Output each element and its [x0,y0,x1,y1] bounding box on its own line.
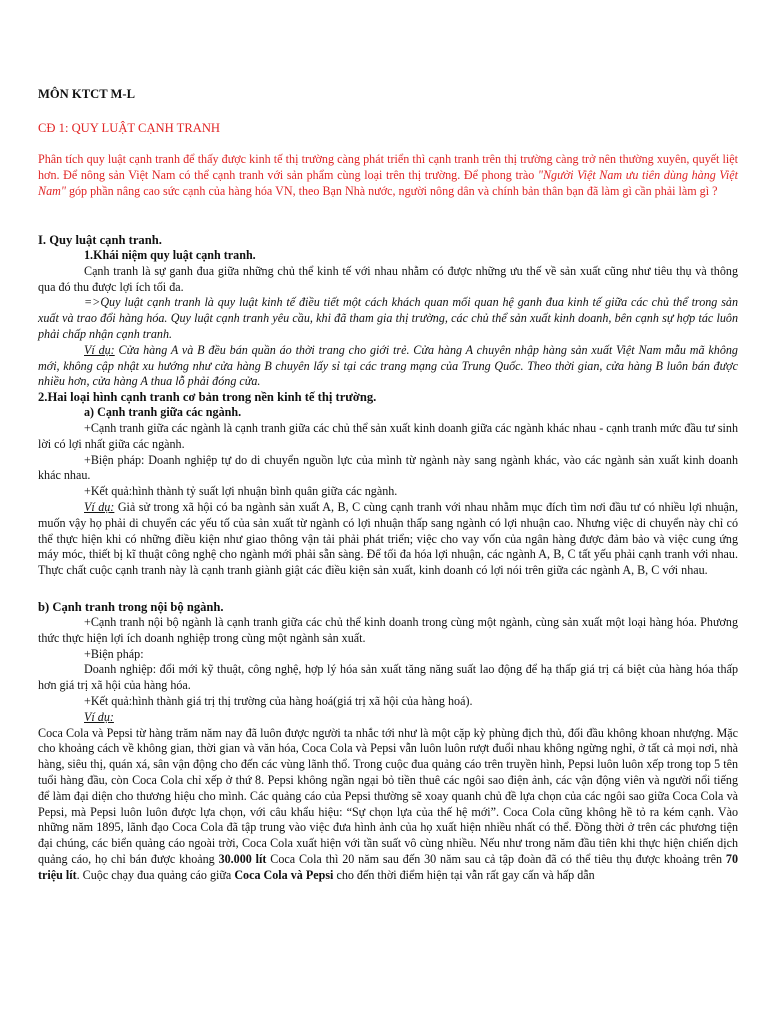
example-2a-label: Ví dụ: [84,499,115,514]
section-2a-measure: +Biện pháp: Doanh nghiệp tự do di chuyển nguồn lực của mình từ ngành này sang ngành khác, vào các ngành sản xuất kinh doanh khác nhau. [38,452,738,483]
section-1-subtitle: 1.Khái niệm quy luật cạnh tranh. [84,248,256,262]
question-quote: "Người Việt Nam ưu tiên dùng hàng Việt Nam" [38,167,738,198]
definition-paragraph: Cạnh tranh là sự ganh đua giữa những chủ thể kinh tế với nhau nhằm có được những ưu thế về sản xuất cũng như tiêu thụ và thông qua đó thu được lợi ích tối đa. [38,263,738,294]
question-paragraph [38,152,738,199]
example-1-paragraph [38,343,738,390]
coca-pepsi-paragraph [38,726,738,884]
example-2b-label: Ví dụ: [84,709,114,724]
story-bold-70m: 70 triệu lít [38,851,739,882]
story-bold-30000: 30.000 lít [218,851,267,866]
section-2b-title: b) Cạnh tranh trong nội bộ ngành. [38,600,224,614]
example-1-text: Cửa hàng A và B đều bán quần áo thời trang cho giới trẻ. Cửa hàng A chuyên nhập hàng sản xuất Việt Nam mẫu mã không mới, không cập nhật xu hướng như cửa hàng B chuyên lấy sỉ tại các trang mạng của Trung Quốc. Theo thời gian, cửa hàng B luôn bán được nhiều hơn, cửa hàng A thua lỗ phải đóng cửa. [38,342,738,389]
section-2a-result: +Kết quả:hình thành tỷ suất lợi nhuận bình quân giữa các ngành. [84,484,398,499]
topic-title: CĐ 1: QUY LUẬT CẠNH TRANH [38,121,221,135]
section-2b-result: +Kết quả:hình thành giá trị thị trường của hàng hoá(giá trị xã hội của hàng hoá). [84,693,473,708]
subject-title: MÔN KTCT M-L [38,87,136,101]
question-text-end: góp phần nâng cao sức cạnh của hàng hóa VN, theo Bạn Nhà nước, người nông dân và chính bản thân bạn đã làm gì cần phải làm gì ? [65,183,718,198]
section-2a-title: a) Cạnh tranh giữa các ngành. [84,405,242,420]
example-2a-paragraph [38,500,738,579]
section-1 [38,232,738,579]
story-part-4: cho đến thời điểm hiện tại vẫn rất gay cấn và hấp dẫn [333,867,595,882]
section-2b-measure-label: +Biện pháp: [84,646,144,661]
section-2b-measure-text: Doanh nghiệp: đổi mới kỹ thuật, công nghệ, hợp lý hóa sản xuất tăng năng suất lao động để hạ thấp giá trị cá biệt của hàng hóa thấp hơn giá trị xã hội của hàng hóa. [38,662,738,693]
section-1-title: I. Quy luật cạnh tranh. [38,233,162,247]
section-2b [38,599,738,884]
story-part-3: . Cuộc chạy đua quảng cáo giữa [76,867,235,882]
story-part-1: Coca Cola và Pepsi từ hàng trăm năm nay đã luôn được người ta nhắc tới như là một cặp kỳ phùng địch thủ, đối đầu không khoan nhượng. Mặc cho khoảng cách về không gian, thời gian và văn hóa, Coca Cola và Pepsi vẫn luôn luôn rượt đuổi nhau không ngừng nghỉ, ở tất cả mọi nơi, nhà hàng, siêu thị, quán xá, sân vận động cho đến các vùng lãnh thổ. Trong cuộc đua quảng cáo trên truyền hình, Pepsi luôn luôn xếp trong top 5 tên tuổi hàng đầu, còn Coca Cola chỉ xếp ở thứ 8. Pepsi không ngần ngại bỏ tiền thuê các ngôi sao điện ảnh, các vận động viên và người nổi tiếng để làm đại diện cho thương hiệu cho mình. Các quảng cáo của Pepsi thường sẽ xoay quanh chủ đề lựa chọn của các ngôi sao giữa Coca Cola và Pepsi, mà Pepsi luôn luôn được lựa chọn, với câu khẩu hiệu: “Sự chọn lựa của thế hệ mới”. Coca Cola cũng không hề tỏ ra kém cạnh. Vào những năm 1895, lãnh đạo Coca Cola đã tập trung vào việc đưa hình ảnh của họ xuất hiện nhiều nhất có thể. Đồng thời ở trên các phương tiện đại chúng, các biển quảng cáo ngoài trời, Coca Cola xuất hiện với tần suất vô cùng nhiều. Nếu như trong năm đầu tiên khi thực hiện chiến dịch quảng cáo, họ chỉ bán được khoảng [38,725,738,866]
question-text-start: Phân tích quy luật cạnh tranh để thấy được kinh tế thị trường càng phát triển thì cạnh tranh trên thị trường càng trở nên thường xuyên, quyết liệt hơn. Để nông sản Việt Nam có thể cạnh tranh với sản phẩm cùng loại trên thị trường. Để phong trào [38,152,738,182]
example-1-label: Ví dụ: [84,342,115,357]
story-bold-brands: Coca Cola và Pepsi [234,867,334,882]
law-paragraph: =>Quy luật cạnh tranh là quy luật kinh tế điều tiết một cách khách quan mối quan hệ ganh đua kinh tế giữa các chủ thể trong sản xuất và trao đổi hàng hóa. Quy luật cạnh tranh yêu cầu, khi đã tham gia thị trường, các chủ thể sản xuất kinh doanh, bên cạnh sự hợp tác luôn phải chấp nhận cạnh tranh. [38,295,738,341]
example-2a-text: Giả sử trong xã hội có ba ngành sản xuất A, B, C cùng cạnh tranh với nhau nhằm mục đích tìm nơi đầu tư có nhiều lợi nhuận, muốn vậy họ phải di chuyển các yếu tố của sản xuất từ ngành có lợi nhuận thấp sang ngành có lợi nhuận cao. Nhưng việc di chuyển này chỉ có thể thực hiện khi có những điều kiện như giao thông vận tải phải phát triển; việc cho vay vốn của ngân hàng được đảm bảo và việc cung ứng máy móc, thiết bị kĩ thuật công nghệ cho ngành mới phải sẵn sàng. Để tối đa hóa lợi nhuận, các ngành A, B, C tất yếu phải cạnh tranh với nhau. Thực chất cuộc cạnh tranh này là cạnh tranh giành giật các điều kiện sản xuất, kinh doanh có lợi nói trên giữa các ngành A, B, C với nhau. [38,499,738,578]
section-2-title: 2.Hai loại hình cạnh tranh cơ bản trong nền kinh tế thị trường. [38,390,377,405]
section-2b-definition: +Cạnh tranh nội bộ ngành là cạnh tranh giữa các chủ thể kinh doanh trong cùng một ngành, cùng sản xuất một loại hàng hóa. Phương thức thực hiện lợi ích doanh nghiệp trong cùng một ngành sản xuất. [38,615,738,645]
story-part-2: Coca Cola thì 20 năm sau đến 30 năm sau cả tập đoàn đã có thể tiêu thụ được khoảng trên [266,851,726,866]
section-2a-definition: +Cạnh tranh giữa các ngành là cạnh tranh giữa các chủ thể sản xuất kinh doanh giữa các ngành khác nhau - cạnh tranh mức đầu tư sinh lời có lợi nhất giữa các ngành. [38,420,738,451]
